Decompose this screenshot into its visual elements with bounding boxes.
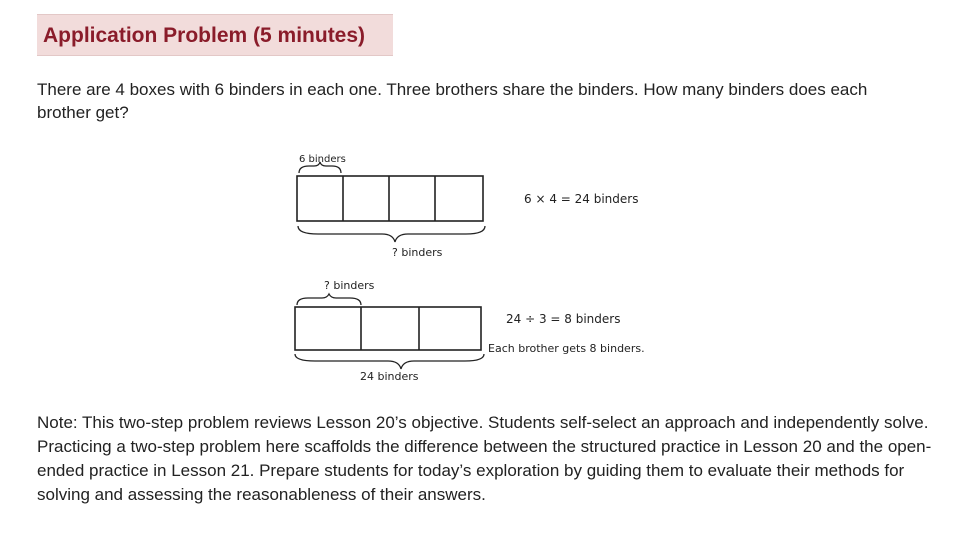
tape2-bottom-label: 24 binders	[360, 370, 419, 383]
tape-diagram-2	[295, 279, 645, 383]
tape1-bottom-label: ? binders	[392, 246, 443, 259]
teacher-note: Note: This two-step problem reviews Lesson 20’s objective. Students self-select an approach and independently solve. Practicing a two-step problem here scaffolds the difference between the structured practice in Lesson 20 and the open-ended practice in Lesson 21. Prepare students for today’s exploration by guiding them to evaluate their methods for solving and assessing the reasonableness of their answers.	[37, 413, 932, 504]
tape-diagram-1	[297, 154, 638, 259]
tape2-top-brace	[297, 294, 361, 305]
tape1-bar	[297, 176, 483, 221]
answer-statement: Each brother gets 8 binders.	[488, 342, 645, 355]
section-title: Application Problem (5 minutes)	[43, 24, 366, 47]
tape2-equation: 24 ÷ 3 = 8 binders	[506, 312, 621, 326]
tape2-top-label: ? binders	[324, 279, 375, 292]
problem-statement: There are 4 boxes with 6 binders in each one. Three brothers share the binders. How many binders does each brother get?	[37, 80, 868, 122]
tape2-bar	[295, 307, 481, 350]
tape1-equation: 6 × 4 = 24 binders	[524, 192, 639, 206]
tape1-top-label: 6 binders	[299, 154, 346, 165]
tape2-bottom-brace	[295, 354, 484, 369]
tape1-bottom-brace	[298, 226, 485, 242]
